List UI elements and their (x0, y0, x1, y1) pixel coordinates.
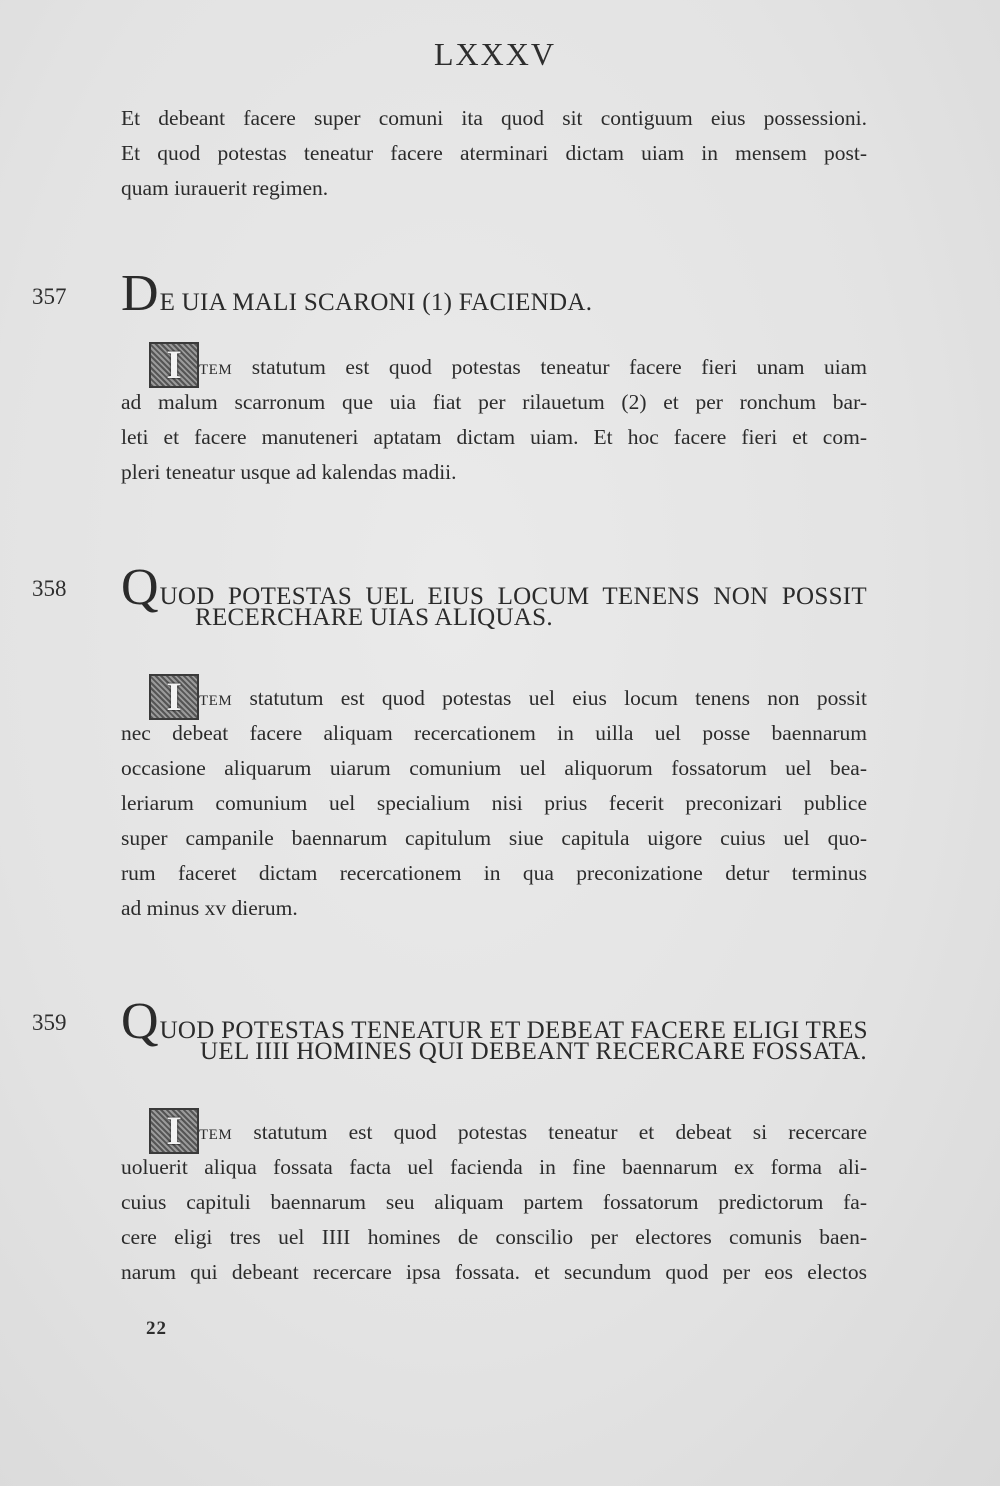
text-line: rum faceret dictam recercationem in qua preconizatione detur terminus (121, 861, 867, 885)
section-number: 357 (32, 284, 67, 309)
heading-text: UOD POTESTAS TENEATUR ET DEBEAT FACERE ELIGI TRES (159, 1017, 868, 1044)
intro-paragraph (121, 101, 867, 206)
heading-line (121, 993, 868, 1050)
heading-initial: D (121, 265, 159, 322)
section-paragraph (121, 1108, 867, 1290)
text-line: super campanile baennarum capitulum siue capitula uigore cuius uel quo- (121, 826, 867, 850)
text-line: Et quod potestas teneatur facere aterminari dictam uiam in mensem post- (121, 141, 867, 165)
running-head: LXXXV (434, 36, 556, 72)
text-line: pleri teneatur usque ad kalendas madii. (121, 460, 457, 484)
section-paragraph (121, 674, 867, 926)
text-line: TEM statutum est quod potestas teneatur et debeat si recercare (199, 1120, 867, 1144)
text-line: nec debeat facere aliquam recercationem in uilla uel posse baennarum (121, 721, 867, 745)
section-number: 359 (32, 1010, 67, 1035)
heading-initial: Q (121, 559, 159, 616)
section-number: 358 (32, 576, 67, 601)
text-line: Et debeant facere super comuni ita quod sit contiguum eius possessioni. (121, 106, 867, 130)
text-line: cuius capituli baennarum seu aliquam partem fossatorum predictorum fa- (121, 1190, 867, 1214)
heading-text: E UIA MALI SCARONI (1) FACIENDA. (159, 289, 593, 316)
text-line: uoluerit aliqua fossata facta uel facienda in fine baennarum ex forma ali- (121, 1155, 867, 1179)
text-line: ad minus xv dierum. (121, 896, 298, 920)
heading-line (121, 265, 867, 322)
text-line: leriarum comunium uel specialium nisi prius fecerit preconizari publice (121, 791, 867, 815)
text-line: TEM statutum est quod potestas uel eius locum tenens non possit (199, 686, 867, 710)
heading-text: UOD POTESTAS UEL EIUS LOCUM TENENS NON POSSIT (159, 583, 867, 610)
ornamental-initial-icon: I (149, 342, 199, 388)
ornamental-initial-icon: I (149, 674, 199, 720)
heading-initial: Q (121, 993, 159, 1050)
text-line: ad malum scarronum que uia fiat per rilauetum (2) et per ronchum bar- (121, 390, 867, 414)
text-line: quam iurauerit regimen. (121, 176, 329, 200)
heading-text: RECERCHARE UIAS ALIQUAS. (195, 604, 553, 631)
text-line: leti et facere manuteneri aptatam dictam uiam. Et hoc facere fieri et com- (121, 425, 867, 449)
section-paragraph (121, 342, 867, 490)
heading-line (121, 1033, 867, 1070)
section-heading (121, 265, 867, 322)
text-line: TEM statutum est quod potestas teneatur facere fieri unam uiam (199, 355, 867, 379)
page-number: 22 (146, 1318, 167, 1339)
heading-text: UEL IIII HOMINES QUI DEBEANT RECERCARE FOSSATA. (200, 1038, 867, 1065)
heading-line (121, 559, 867, 616)
section-heading (121, 993, 868, 1070)
text-line: cere eligi tres uel IIII homines de conscilio per electores comunis baen- (121, 1225, 867, 1249)
ornamental-initial-icon: I (149, 1108, 199, 1154)
section-heading (121, 559, 867, 636)
text-line: narum qui debeant recercare ipsa fossata. et secundum quod per eos electos (121, 1260, 867, 1284)
text-line: occasione aliquarum uiarum comunium uel aliquorum fossatorum uel bea- (121, 756, 867, 780)
